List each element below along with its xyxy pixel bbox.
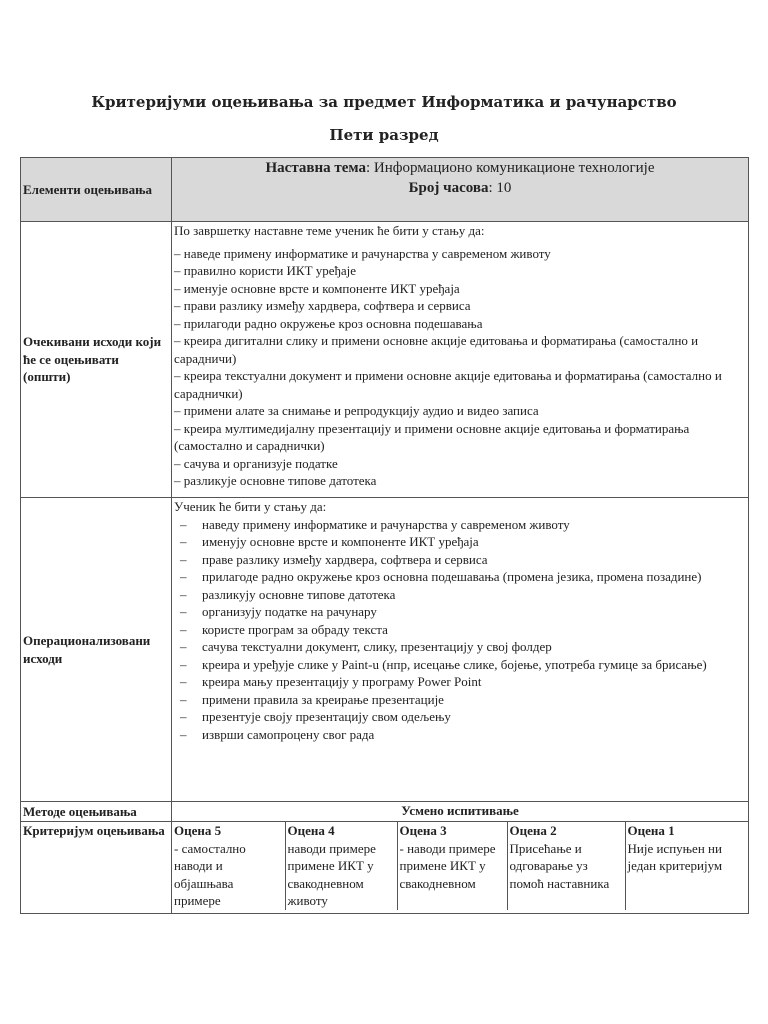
document-title: Критеријуми оцењивања за предмет Информатика и рачунарство — [91, 93, 677, 111]
grades-row — [172, 822, 749, 910]
grade-name: Оцена 5 — [174, 823, 222, 838]
criteria-row — [21, 822, 749, 914]
hours-value: : 10 — [488, 180, 512, 196]
operational-list — [174, 516, 746, 744]
operational-item: – именују основне врсте и компоненте ИКТ уређаја — [174, 533, 746, 551]
expected-item: – именује основне врсте и компоненте ИКТ уређаја — [174, 280, 460, 296]
expected-item: – прилагоди радно окружење кроз основна подешавања — [174, 315, 483, 331]
expected-item: – креира дигитални слику и примени основне акције едитовања и форматирања (самостално и сарадничи) — [174, 333, 699, 366]
grade-description: Није испуњен ни један критеријум — [627, 840, 723, 873]
expected-intro: По завршетку наставне теме ученик ће бити у стању да: — [174, 223, 485, 238]
operational-item: – разликују основне типове датотека — [174, 586, 746, 604]
header-row — [21, 158, 749, 222]
operational-intro: Ученик ће бити у стању да: — [174, 499, 327, 514]
expected-cell — [172, 222, 749, 498]
expected-item: – креира текстуални документ и примени основне акције едитовања и форматирања (самостално и сараднички) — [174, 368, 722, 401]
criteria-table — [20, 157, 749, 914]
grades-table — [172, 822, 749, 910]
grade-column — [172, 822, 285, 910]
elements-label: Елементи оцењивања — [21, 158, 172, 222]
grade-name: Оцена 4 — [287, 823, 335, 838]
operational-item: – организују податке на рачунару — [174, 603, 746, 621]
operational-cell — [172, 498, 749, 802]
hours-line — [174, 178, 746, 198]
criteria-cell — [172, 822, 749, 914]
expected-item: – разликује основне типове датотека — [174, 473, 377, 488]
grade-name: Оцена 3 — [399, 823, 447, 838]
operational-item: – наведу примену информатике и рачунарства у савременом животу — [174, 516, 746, 534]
topic-value: : Информационо комуникационе технологије — [366, 160, 655, 176]
hours-label: Број часова — [408, 180, 489, 196]
expected-item: – правилно користи ИКТ уређаје — [174, 263, 356, 278]
expected-row — [21, 222, 749, 498]
topic-label: Наставна тема — [265, 160, 367, 176]
grade-column — [507, 822, 625, 910]
expected-item: – примени алате за снимање и репродукцију аудио и видео записа — [174, 403, 539, 418]
grade-column — [397, 822, 507, 910]
document-subtitle: Пети разред — [329, 126, 439, 144]
operational-item: – користе програм за обраду текста — [174, 621, 746, 639]
grade-column — [625, 822, 749, 910]
grade-description: - самостално наводи и објашњава примере — [174, 840, 246, 908]
grade-name: Оцена 1 — [627, 823, 675, 838]
operational-item: – креира и уређује слике у Paint-u (нпр, исецање слике, бојење, употреба гумице за брисање) — [174, 656, 746, 674]
topic-line — [174, 158, 746, 178]
operational-row — [21, 498, 749, 802]
operational-item: – примени правила за креирање презентације — [174, 691, 746, 709]
operational-item: – презентује своју презентацију свом одељењу — [174, 708, 746, 726]
grade-description: наводи примере примене ИКТ у свакодневном животу — [287, 840, 376, 908]
operational-item: – праве разлику између хардвера, софтвера и сервиса — [174, 551, 746, 569]
expected-list — [174, 245, 746, 490]
operational-item: – сачува текстуални документ, слику, презентацију у свој фолдер — [174, 638, 746, 656]
grade-description: Присећање и одговарање уз помоћ наставника — [509, 840, 610, 891]
criteria-label: Критеријум оцењивања — [21, 822, 172, 914]
operational-item: – изврши самопроцену свог рада — [174, 726, 746, 744]
expected-label: Очекивани исходи који ће се оцењивати (општи) — [21, 222, 172, 498]
expected-item: – прави разлику између хардвера, софтвера и сервиса — [174, 298, 471, 313]
operational-label: Операционализовани исходи — [21, 498, 172, 802]
grade-description: - наводи примере примене ИКТ у свакодневном — [399, 840, 496, 891]
methods-value: Усмено испитивање — [172, 802, 749, 822]
methods-label: Методе оцењивања — [21, 802, 172, 822]
operational-item: – креира мању презентацију у програму Power Point — [174, 673, 746, 691]
header-cell — [172, 158, 749, 222]
expected-item: – наведе примену информатике и рачунарства у савременом животу — [174, 245, 551, 261]
grade-name: Оцена 2 — [509, 823, 557, 838]
expected-item: – креира мултимедијалну презентацију и примени основне акције едитовања и форматирања (самостално и сараднички) — [174, 420, 690, 453]
expected-item: – сачува и организује податке — [174, 455, 338, 471]
methods-row — [21, 802, 749, 822]
grade-column — [285, 822, 397, 910]
operational-item: – прилагоде радно окружење кроз основна подешавања (промена језика, промена позадине) — [174, 568, 746, 586]
